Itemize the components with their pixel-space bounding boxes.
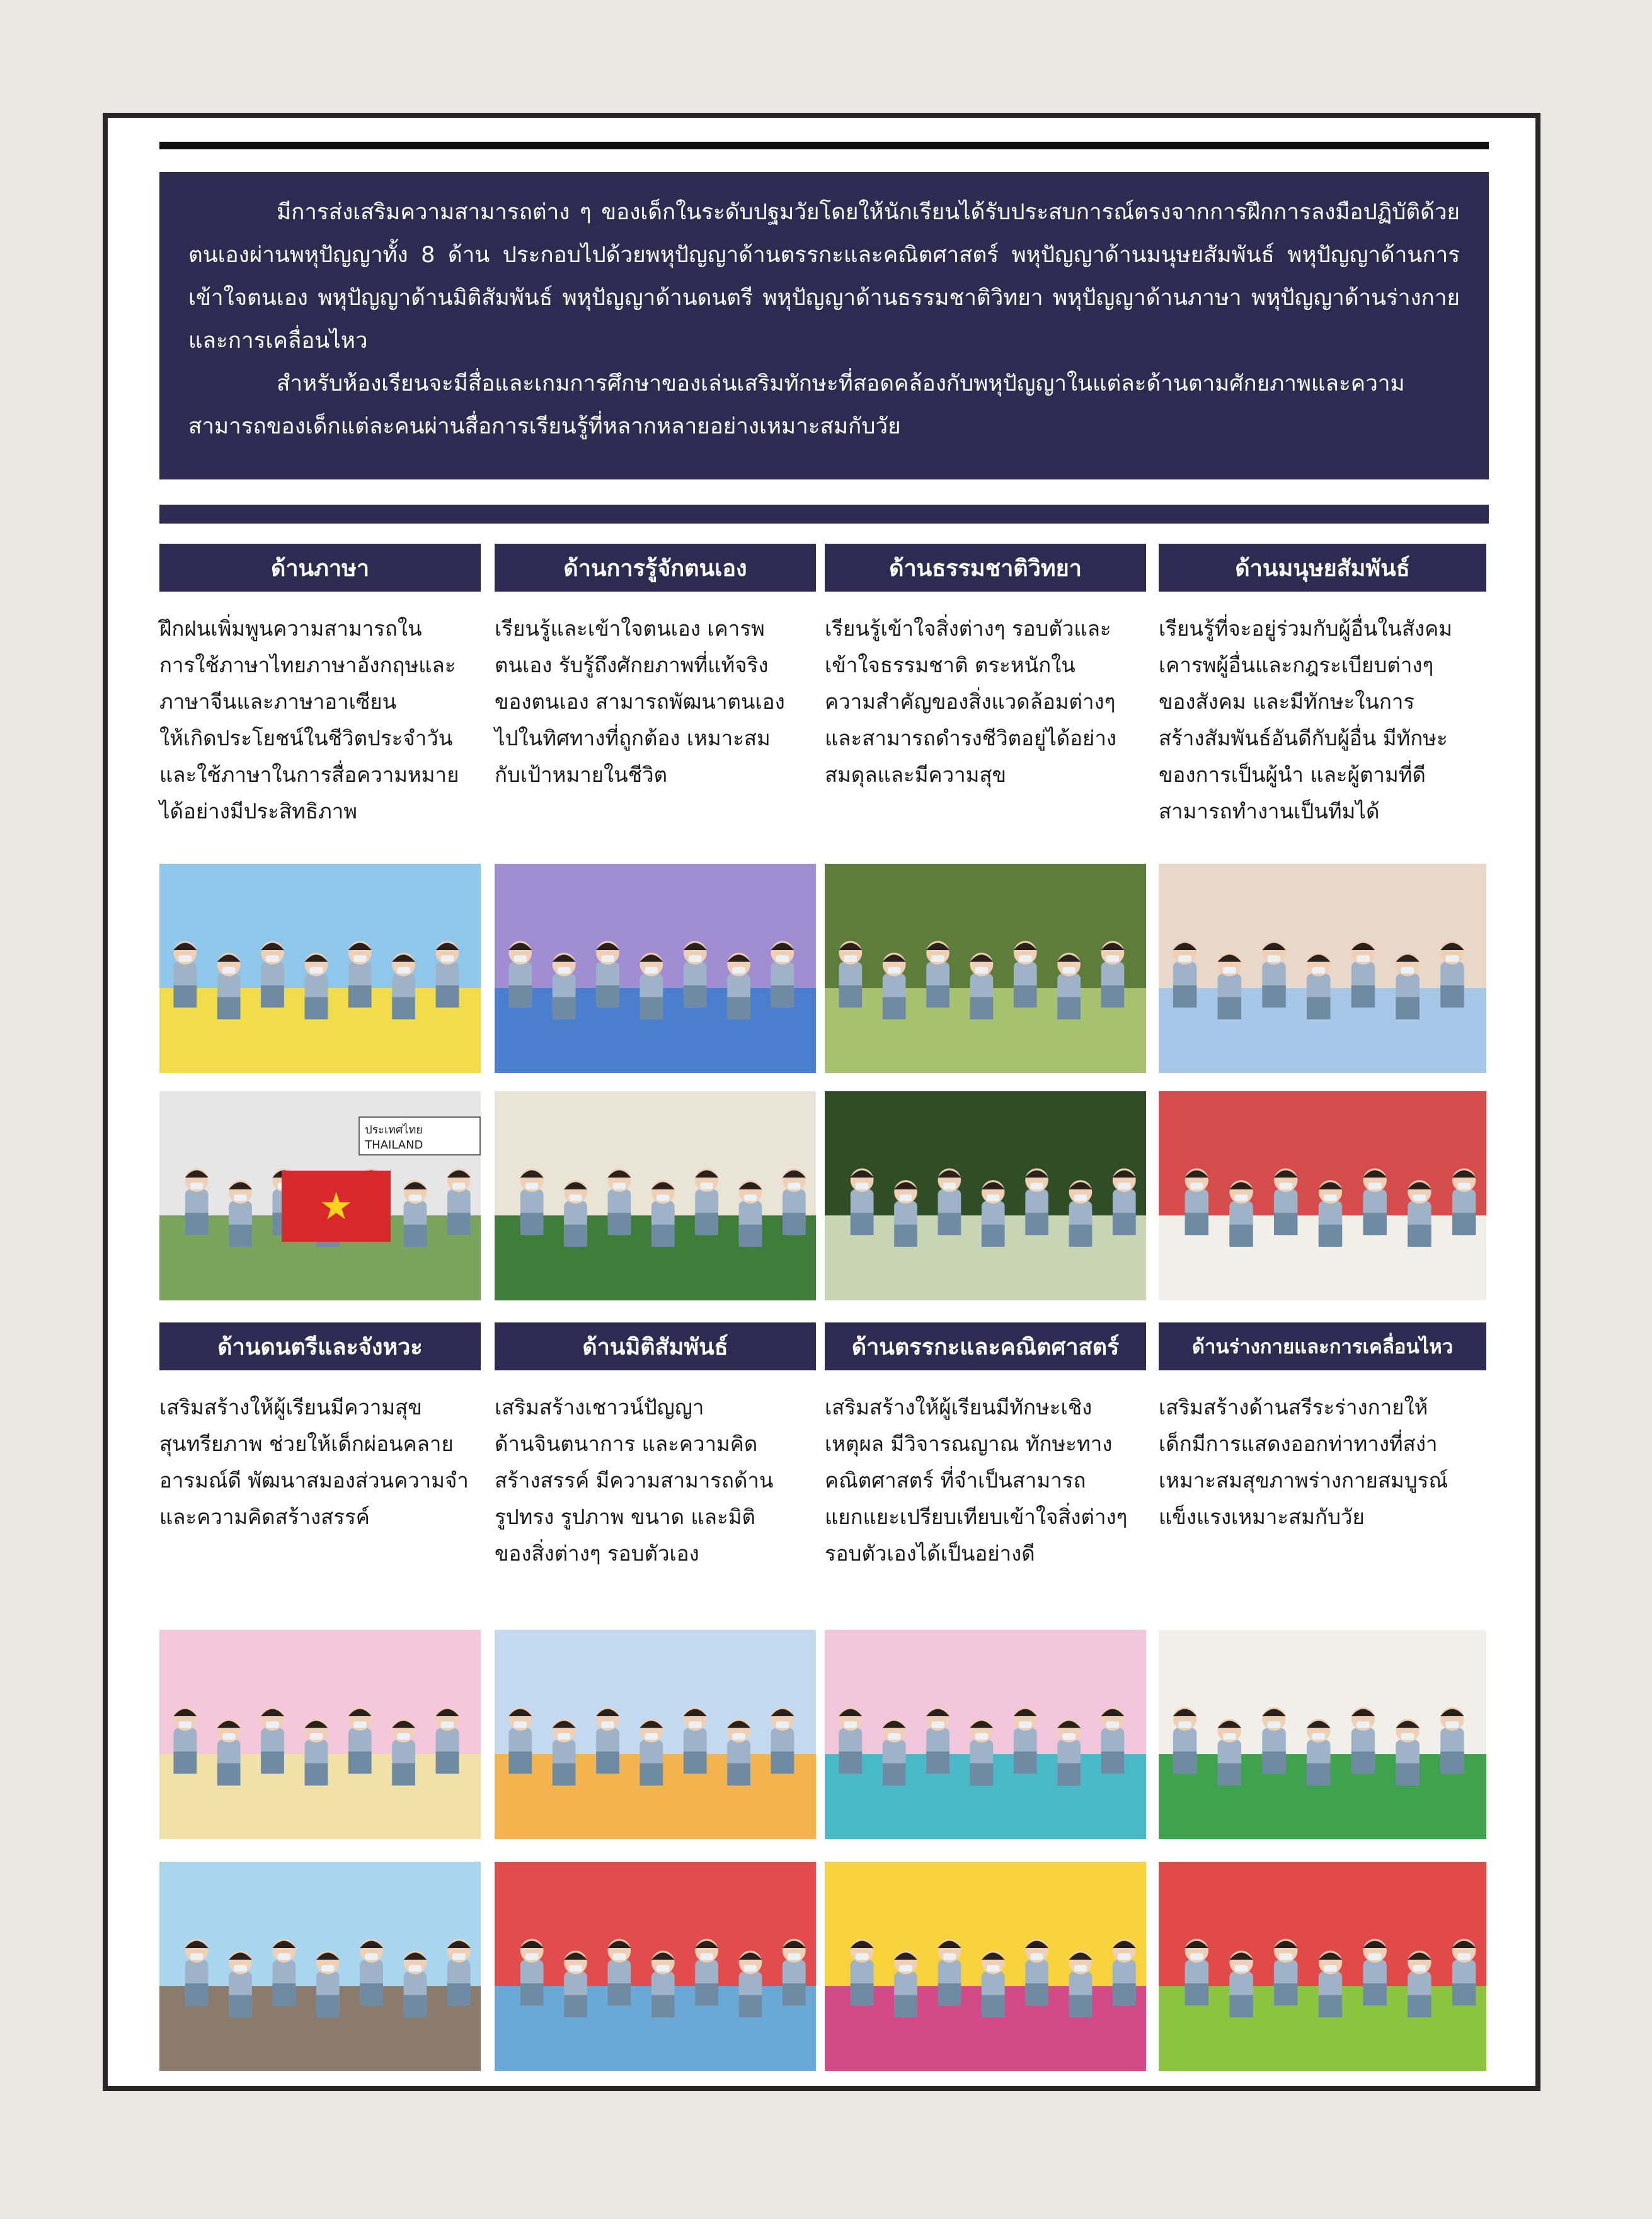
photo-illustration [159, 864, 481, 1073]
section-description [825, 611, 1146, 793]
description-line: คณิตศาสตร์ ที่จำเป็นสามารถ [825, 1468, 1086, 1493]
section-heading: ด้านการรู้จักตนเอง [495, 544, 816, 592]
description-line: อารมณ์ดี พัฒนาสมองส่วนความจำ [159, 1468, 469, 1493]
description-line: และสามารถดำรงชีวิตอยู่ได้อย่าง [825, 726, 1117, 750]
description-line: และความคิดสร้างสรรค์ [159, 1505, 370, 1529]
activity-photo [159, 1862, 481, 2071]
description-line: ของตนเอง สามารถพัฒนาตนเอง [495, 689, 785, 714]
section-heading: ด้านธรรมชาติวิทยา [825, 544, 1146, 592]
photo-illustration [495, 1091, 816, 1300]
description-line: เรียนรู้และเข้าใจตนเอง เคารพ [495, 616, 765, 641]
description-line: เหตุผล มีวิจารณญาณ ทักษะทาง [825, 1431, 1113, 1456]
activity-photo [495, 1862, 816, 2071]
description-line: ความสำคัญของสิ่งแวดล้อมต่างๆ [825, 689, 1116, 714]
activity-photo [495, 1091, 816, 1300]
activity-photo [825, 1091, 1146, 1300]
description-line: ให้เกิดประโยชน์ในชีวิตประจำวัน [159, 726, 453, 750]
section-heading: ด้านภาษา [159, 544, 481, 592]
description-line: เด็กมีการแสดงออกท่าทางที่สง่า [1159, 1431, 1438, 1456]
flag-icon: ★ [282, 1171, 391, 1242]
description-line: ได้อย่างมีประสิทธิภาพ [159, 799, 358, 823]
photo-illustration [825, 864, 1146, 1073]
activity-photo [159, 1091, 481, 1300]
description-line: เคารพผู้อื่นและกฎระเบียบต่างๆ [1159, 653, 1434, 677]
description-line: สมดุลและมีความสุข [825, 762, 1007, 787]
description-line: การใช้ภาษาไทยภาษาอังกฤษและ [159, 653, 456, 677]
description-line: แยกแยะเปรียบเทียบเข้าใจสิ่งต่างๆ [825, 1505, 1128, 1529]
description-line: เหมาะสมสุขภาพร่างกายสมบูรณ์ [1159, 1468, 1448, 1493]
section-description [159, 611, 481, 830]
description-line: เรียนรู้ที่จะอยู่ร่วมกับผู้อื่นในสังคม [1159, 616, 1452, 641]
section-description [825, 1389, 1146, 1572]
activity-photo [159, 1630, 481, 1839]
activity-photo [1159, 864, 1486, 1073]
activity-photo [495, 864, 816, 1073]
description-line: รอบตัวเองได้เป็นอย่างดี [825, 1541, 1035, 1566]
section-heading: ด้านมนุษยสัมพันธ์ [1159, 544, 1486, 592]
section-description [1159, 611, 1486, 830]
section-divider [159, 505, 1489, 524]
section-description [495, 1389, 816, 1572]
description-line: เรียนรู้เข้าใจสิ่งต่างๆ รอบตัวและ [825, 616, 1111, 641]
description-line: แข็งแรงเหมาะสมกับวัย [1159, 1505, 1365, 1529]
activity-photo [825, 1862, 1146, 2071]
intro-paragraph-2: สำหรับห้องเรียนจะมีสื่อและเกมการศึกษาของเล่นเสริมทักษะที่สอดคล้องกับพหุปัญญาในแต่ละด้านตามศักยภาพและความสามารถของเด็กแต่ละคนผ่านสื่อการเรียนรู้ที่หลากหลายอย่างเหมาะสมกับวัย [188, 371, 1405, 439]
intro-box [159, 172, 1489, 479]
photo-illustration [159, 1630, 481, 1839]
photo-illustration [825, 1630, 1146, 1839]
description-line: ของการเป็นผู้นำ และผู้ตามที่ดี [1159, 762, 1426, 787]
description-line: ฝึกฝนเพิ่มพูนความสามารถใน [159, 616, 422, 641]
description-line: และใช้ภาษาในการสื่อความหมาย [159, 762, 459, 787]
section-heading: ด้านร่างกายและการเคลื่อนไหว [1159, 1322, 1486, 1370]
photo-illustration [1159, 864, 1486, 1073]
activity-photo [1159, 1630, 1486, 1839]
description-line: ตนเอง รับรู้ถึงศักยภาพที่แท้จริง [495, 653, 769, 677]
photo-illustration [1159, 1091, 1486, 1300]
description-line: ของสิ่งต่างๆ รอบตัวเอง [495, 1541, 699, 1566]
description-line: เสริมสร้างให้ผู้เรียนมีความสุข [159, 1395, 422, 1419]
description-line: เข้าใจธรรมชาติ ตระหนักใน [825, 653, 1076, 677]
description-line: ไปในทิศทางที่ถูกต้อง เหมาะสม [495, 726, 771, 750]
photo-sign: ประเทศไทย THAILAND [359, 1116, 481, 1155]
top-rule [159, 142, 1489, 149]
activity-photo [159, 864, 481, 1073]
description-line: สร้างสรรค์ มีความสามารถด้าน [495, 1468, 774, 1493]
section-description [1159, 1389, 1486, 1535]
section-description [159, 1389, 481, 1535]
description-line: เสริมสร้างด้านสรีระร่างกายให้ [1159, 1395, 1428, 1419]
photo-illustration [495, 864, 816, 1073]
description-line: กับเป้าหมายในชีวิต [495, 762, 668, 787]
intro-paragraph-1: มีการส่งเสริมความสามารถต่าง ๆ ของเด็กในระดับปฐมวัยโดยให้นักเรียนได้รับประสบการณ์ตรงจากการฝึกการลงมือปฏิบัติด้วยตนเองผ่านพหุปัญญาทั้ง 8 ด้าน ประกอบไปด้วยพหุปัญญาด้านตรรกะและคณิตศาสตร์ พหุปัญญาด้านมนุษยสัมพันธ์ พหุปัญญาด้านการเข้าใจตนเอง พหุปัญญาด้านมิติสัมพันธ์ พหุปัญญาด้านดนตรี พหุปัญญาด้านธรรมชาติวิทยา พหุปัญญาด้านภาษา พหุปัญญาด้านร่างกายและการเคลื่อนไหว [188, 200, 1460, 353]
description-line: สามารถทำงานเป็นทีมได้ [1159, 799, 1380, 823]
section-heading: ด้านดนตรีและจังหวะ [159, 1322, 481, 1370]
photo-illustration [495, 1862, 816, 2071]
activity-photo [825, 864, 1146, 1073]
description-line: เสริมสร้างให้ผู้เรียนมีทักษะเชิง [825, 1395, 1093, 1419]
section-heading: ด้านตรรกะและคณิตศาสตร์ [825, 1322, 1146, 1370]
description-line: เสริมสร้างเชาวน์ปัญญา [495, 1395, 704, 1419]
activity-photo [1159, 1862, 1486, 2071]
photo-illustration [1159, 1630, 1486, 1839]
description-line: สร้างสัมพันธ์อันดีกับผู้อื่น มีทักษะ [1159, 726, 1448, 750]
section-heading: ด้านมิติสัมพันธ์ [495, 1322, 816, 1370]
document-page [103, 113, 1540, 2091]
photo-illustration [1159, 1862, 1486, 2071]
description-line: ภาษาจีนและภาษาอาเซียน [159, 689, 397, 714]
description-line: รูปทรง รูปภาพ ขนาด และมิติ [495, 1505, 755, 1529]
activity-photo [825, 1630, 1146, 1839]
activity-photo [1159, 1091, 1486, 1300]
activity-photo [495, 1630, 816, 1839]
photo-illustration [825, 1862, 1146, 2071]
description-line: ของสังคม และมีทักษะในการ [1159, 689, 1415, 714]
section-description [495, 611, 816, 793]
description-line: ด้านจินตนาการ และความคิด [495, 1431, 758, 1456]
photo-illustration [159, 1862, 481, 2071]
photo-illustration [495, 1630, 816, 1839]
description-line: สุนทรียภาพ ช่วยให้เด็กผ่อนคลาย [159, 1431, 454, 1456]
photo-illustration [825, 1091, 1146, 1300]
